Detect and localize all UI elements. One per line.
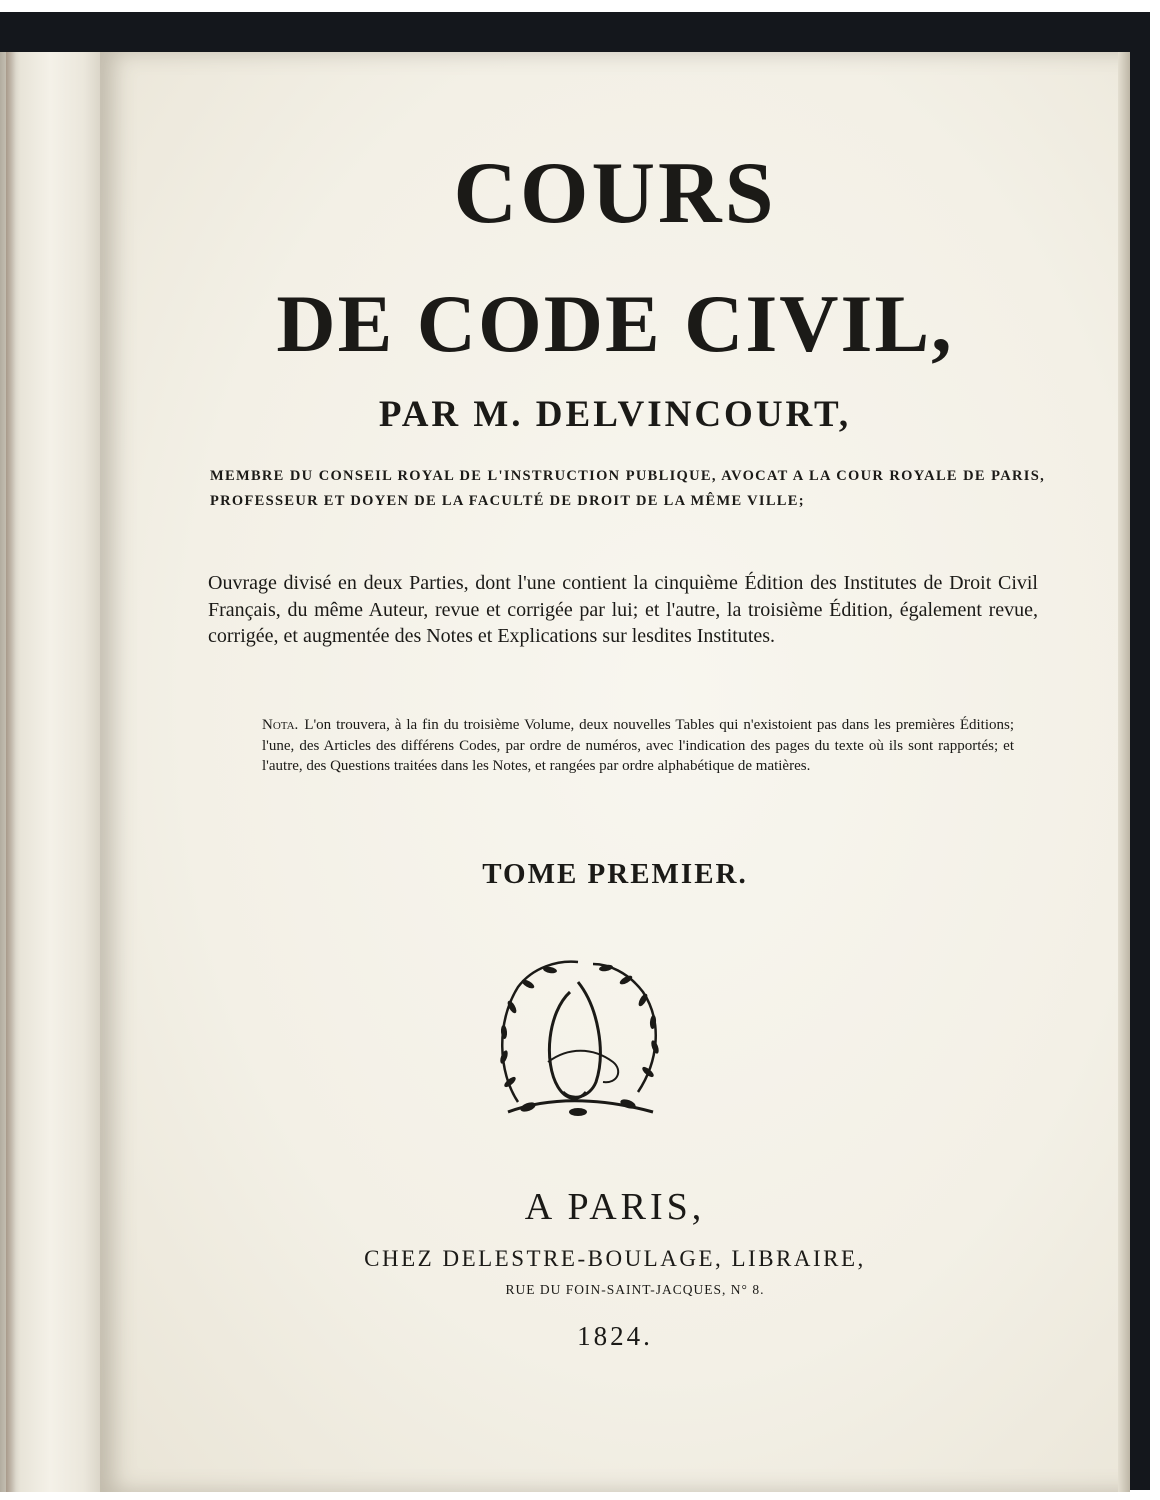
nota-lead: Nota. — [262, 717, 299, 733]
title-line-1: COURS — [453, 145, 777, 242]
left-page-gutter — [0, 52, 113, 1492]
author-line: PAR M. DELVINCOURT, — [378, 394, 852, 435]
author-credentials: MEMBRE DU CONSEIL ROYAL DE L'INSTRUCTION PUBLIQUE, AVOCAT A LA COUR ROYALE DE PARIS, PROFESSEUR ET DOYEN DE LA FACULTÉ DE DROIT DE LA MÊME VILLE; — [210, 468, 1045, 509]
volume-label: TOME PREMIER. — [482, 858, 748, 890]
nota-paragraph — [262, 715, 1014, 777]
nota-text: L'on trouvera, à la fin du troisième Volume, deux nouvelles Tables qui n'existoient pas dans les premières Éditions; l'une, des Articles des différens Codes, par ordre de numéros, avec l'indication des pages du texte où ils sont rapportés; et l'autre, des Questions traitées dans les Notes, et rangées par ordre alphabétique de matières. — [262, 717, 1014, 774]
page-edge — [1118, 52, 1130, 1492]
imprint-year: 1824. — [577, 1321, 653, 1351]
imprint-place: A PARIS, — [524, 1186, 706, 1228]
imprint-address: RUE DU FOIN-SAINT-JACQUES, N° 8. — [505, 1282, 765, 1297]
monogram-wreath-icon — [478, 952, 678, 1132]
title-line-2: DE CODE CIVIL, — [276, 278, 954, 369]
imprint-publisher: CHEZ DELESTRE-BOULAGE, LIBRAIRE, — [364, 1246, 866, 1271]
book-binding — [0, 12, 1150, 1490]
title-page — [100, 52, 1130, 1492]
work-description: Ouvrage divisé en deux Parties, dont l'une contient la cinquième Édition des Institutes de Droit Civil Français, du même Auteur, revue et corrigée par lui; et l'autre, la troisième Édition, également revue, corrigée, et augmentée des Notes et Explications sur lesdites Institutes. — [208, 572, 1038, 647]
